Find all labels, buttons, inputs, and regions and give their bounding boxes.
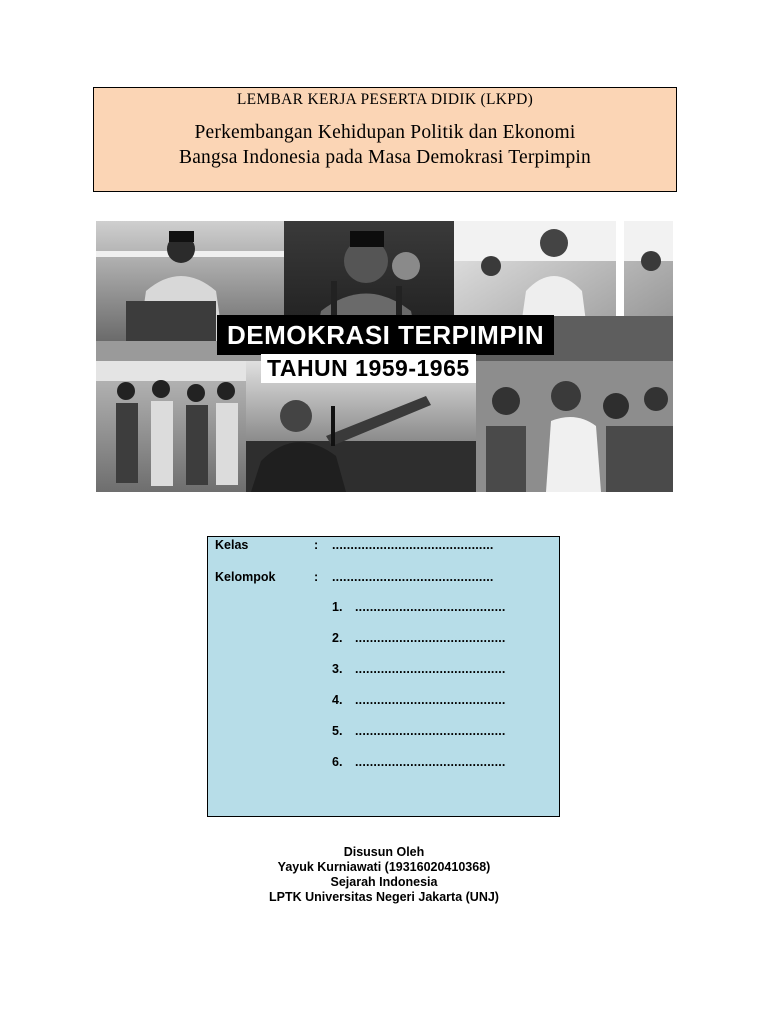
member-number: 5.: [332, 724, 343, 738]
member-number: 4.: [332, 693, 343, 707]
title-line-1: Perkembangan Kehidupan Politik dan Ekonomi: [194, 122, 576, 143]
document-title: [94, 120, 676, 170]
kelas-label: Kelas: [215, 538, 249, 552]
member-blank[interactable]: .........................................: [355, 662, 506, 676]
kelas-row: [208, 537, 559, 553]
kelas-colon: :: [314, 538, 319, 552]
member-row-4: [208, 692, 559, 708]
member-blank[interactable]: .........................................: [355, 600, 506, 614]
kelompok-row: [208, 569, 559, 585]
member-blank[interactable]: .........................................: [355, 755, 506, 769]
banner-caption-line-2: TAHUN 1959-1965: [261, 354, 476, 383]
document-subtitle: LEMBAR KERJA PESERTA DIDIK (LKPD): [236, 91, 534, 108]
member-row-5: [208, 723, 559, 739]
credits-program: Sejarah Indonesia: [330, 875, 438, 889]
kelas-blank[interactable]: ............................................: [332, 538, 494, 552]
member-number: 2.: [332, 631, 343, 645]
member-blank[interactable]: .........................................: [355, 631, 506, 645]
title-line-2: Bangsa Indonesia pada Masa Demokrasi Terpimpin: [179, 147, 591, 168]
credits-institution: LPTK Universitas Negeri Jakarta (UNJ): [269, 890, 499, 904]
kelompok-label: Kelompok: [215, 570, 276, 584]
credits-author: Yayuk Kurniawati (19316020410368): [277, 860, 491, 874]
member-number: 3.: [332, 662, 343, 676]
kelompok-blank[interactable]: ............................................: [332, 570, 494, 584]
student-identity-box: [207, 536, 560, 817]
credits-block: [0, 845, 768, 905]
header-box: [93, 87, 677, 192]
member-number: 1.: [332, 600, 343, 614]
kelompok-colon: :: [314, 570, 319, 584]
member-row-3: [208, 661, 559, 677]
member-row-2: [208, 630, 559, 646]
member-blank[interactable]: .........................................: [355, 724, 506, 738]
credits-line-1: Disusun Oleh: [343, 845, 425, 859]
member-row-1: [208, 599, 559, 615]
member-blank[interactable]: .........................................: [355, 693, 506, 707]
member-number: 6.: [332, 755, 343, 769]
banner-collage: [96, 221, 673, 492]
banner-caption-line-1: DEMOKRASI TERPIMPIN: [217, 315, 554, 355]
member-row-6: [208, 754, 559, 770]
